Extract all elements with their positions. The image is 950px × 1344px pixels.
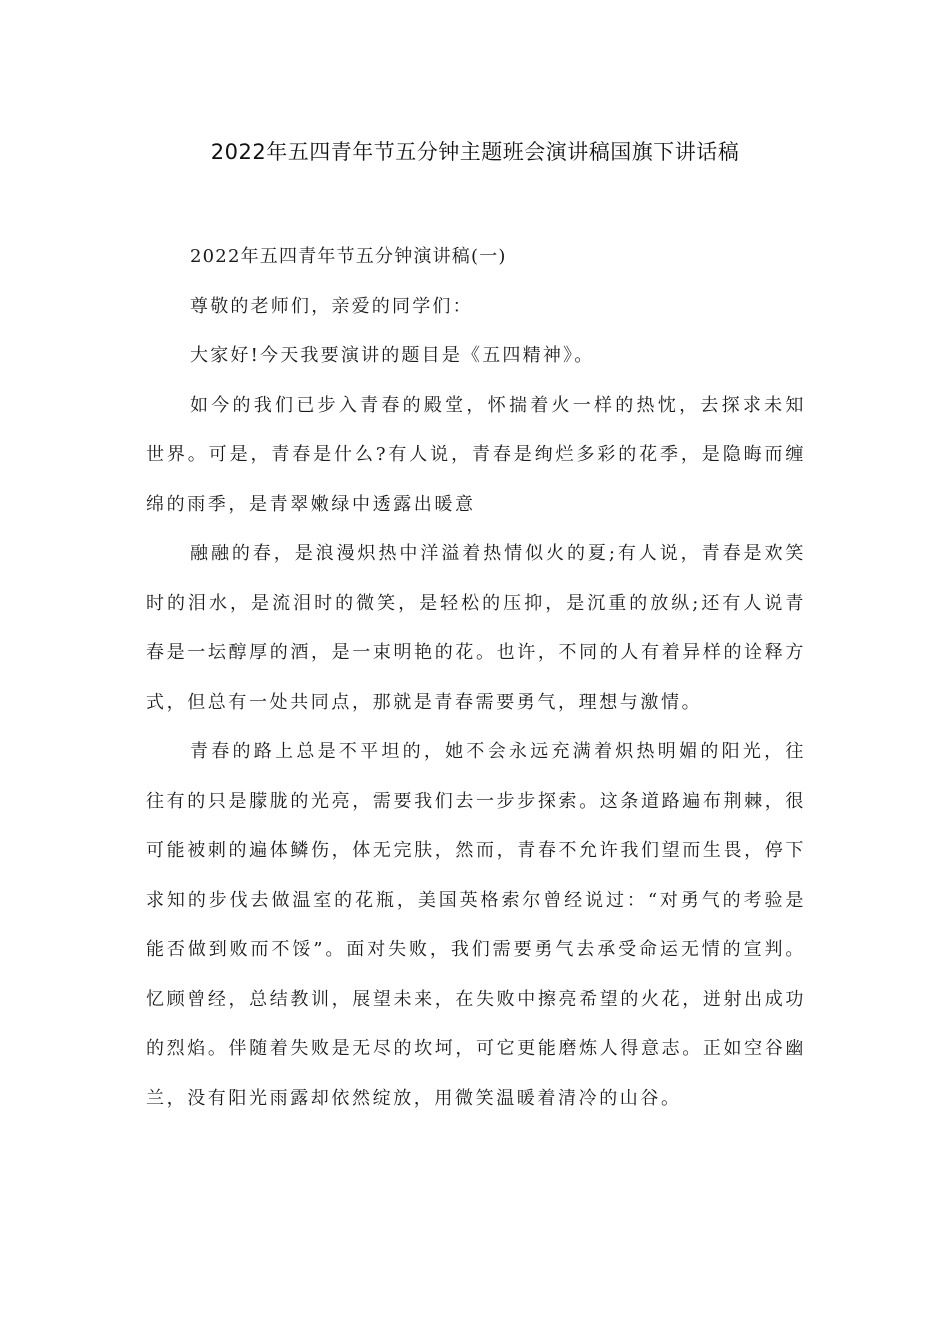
section-heading: 2022年五四青年节五分钟演讲稿(一) bbox=[190, 246, 507, 267]
body-paragraph: 如今的我们已步入青春的殿堂，怀揣着火一样的热忱，去探求未知世界。可是，青春是什么?有人说，青春是绚烂多彩的花季，是隐晦而缠绵的雨季，是青翠嫩绿中透露出暖意 bbox=[146, 394, 806, 515]
greeting-paragraph: 大家好!今天我要演讲的题目是《五四精神》。 bbox=[190, 345, 595, 366]
document-body bbox=[146, 232, 806, 1123]
document-title: 2022年五四青年节五分钟主题班会演讲稿国旗下讲话稿 bbox=[210, 140, 740, 164]
body-paragraph: 青春的路上总是不平坦的，她不会永远充满着炽热明媚的阳光，往往有的只是朦胧的光亮，需要我们去一步步探索。这条道路遍布荆棘，很可能被刺的遍体鳞伤，体无完肤，然而，青春不允许我们望而生畏，停下求知的步伐去做温室的花瓶，美国英格索尔曾经说过：“对勇气的考验是能否做到败而不馁”。面对失败，我们需要勇气去承受命运无情的宣判。忆顾曾经，总结教训，展望未来，在失败中擦亮希望的火花，迸射出成功的烈焰。伴随着失败是无尽的坎坷，可它更能磨炼人得意志。正如空谷幽兰，没有阳光雨露却依然绽放，用微笑温暖着清冷的山谷。 bbox=[146, 741, 806, 1109]
body-paragraph: 融融的春，是浪漫炽热中洋溢着热情似火的夏;有人说，青春是欢笑时的泪水，是流泪时的微笑，是轻松的压抑，是沉重的放纵;还有人说青春是一坛醇厚的酒，是一束明艳的花。也许，不同的人有着异样的诠释方式，但总有一处共同点，那就是青春需要勇气，理想与激情。 bbox=[146, 543, 806, 713]
salutation: 尊敬的老师们，亲爱的同学们： bbox=[190, 295, 473, 317]
